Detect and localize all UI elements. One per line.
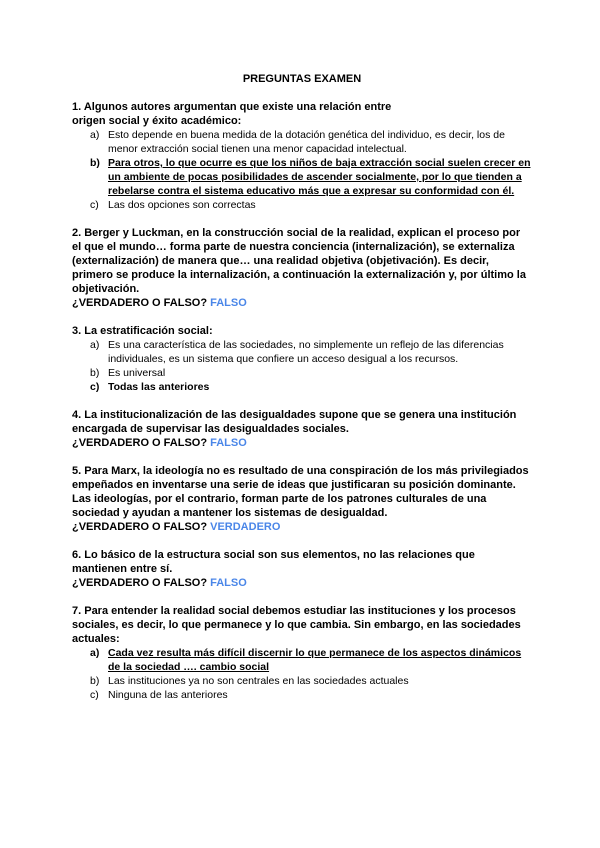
option-c: [72, 198, 532, 212]
document-page: [72, 72, 532, 702]
answer-label: VERDADERO: [210, 521, 281, 533]
question-4: [72, 408, 532, 450]
option-a: [72, 128, 532, 156]
question-6: [72, 548, 532, 590]
option-marker: b): [90, 675, 100, 687]
true-false-prompt: ¿VERDADERO O FALSO?: [72, 577, 208, 589]
option-marker: a): [90, 129, 100, 141]
option-text: Es una característica de las sociedades, no simplemente un reflejo de las diferencias individuales, es un sistema que confiere un acceso desigual a los recursos.: [108, 339, 504, 365]
true-false-line: [72, 296, 532, 310]
question-6-text: 6. Lo básico de la estructura social son sus elementos, no las relaciones que mantienen entre sí.: [72, 549, 475, 575]
question-7: [72, 604, 532, 702]
question-1: [72, 100, 532, 212]
option-text: Cada vez resulta más difícil discernir lo que permanece de los aspectos dinámicos de la sociedad …. cambio social: [108, 647, 522, 673]
option-text: Para otros, lo que ocurre es que los niños de baja extracción social suelen crecer en un ambiente de pocas posibilidades de ascender socialmente, por lo que tienden a rebelarse contra el sistema educativo más que a expresar su conformidad con él.: [108, 157, 531, 197]
option-a: [72, 338, 532, 366]
option-b: [72, 366, 532, 380]
option-marker: a): [90, 339, 100, 351]
question-3-options: [72, 338, 532, 394]
option-marker: b): [90, 157, 100, 169]
question-1-line-2: origen social y éxito académico:: [72, 115, 242, 127]
true-false-line: [72, 436, 532, 450]
question-1-text: [72, 100, 532, 128]
page-title: PREGUNTAS EXAMEN: [242, 73, 362, 85]
question-1-options: [72, 128, 532, 212]
option-marker: c): [90, 689, 99, 701]
question-7-text: 7. Para entender la realidad social debemos estudiar las instituciones y los procesos sociales, es decir, lo que permanece y lo que cambia. Sin embargo, en las sociedades actuales:: [72, 605, 521, 645]
question-2-text: 2. Berger y Luckman, en la construcción social de la realidad, explican el proceso por el que el mundo… forma parte de nuestra conciencia (internalización), se externaliza (externalización) de manera que… una realidad objetiva (objetivación). Es decir, primero se produce la internalización, a continuación la externalización y, por último la objetivación.: [72, 227, 526, 295]
question-7-options: [72, 646, 532, 702]
option-marker: b): [90, 367, 100, 379]
question-2: [72, 226, 532, 310]
question-5-text: 5. Para Marx, la ideología no es resultado de una conspiración de los más privilegiados empeñados en inventarse una serie de ideas que justificaran su posición dominante. Las ideologías, por el contrario, forman parte de los patrones culturales de una sociedad y ayudan a mantener los sistemas de desigualdad.: [72, 465, 529, 519]
option-c-correct: [72, 380, 532, 394]
question-5: [72, 464, 532, 534]
option-text: Todas las anteriores: [108, 381, 210, 393]
question-4-text: 4. La institucionalización de las desigualdades supone que se genera una institución encargada de supervisar las desigualdades sociales.: [72, 409, 517, 435]
option-marker: c): [90, 199, 99, 211]
option-b: [72, 674, 532, 688]
option-marker: a): [90, 647, 100, 659]
option-text: Ninguna de las anteriores: [108, 689, 228, 701]
true-false-prompt: ¿VERDADERO O FALSO?: [72, 437, 208, 449]
true-false-prompt: ¿VERDADERO O FALSO?: [72, 521, 208, 533]
answer-label: FALSO: [210, 437, 247, 449]
option-text: Las instituciones ya no son centrales en las sociedades actuales: [108, 675, 409, 687]
option-text: Esto depende en buena medida de la dotación genética del individuo, es decir, los de menor extracción social tienen una menor capacidad intelectual.: [108, 129, 505, 155]
option-b-correct: [72, 156, 532, 198]
option-c: [72, 688, 532, 702]
true-false-line: [72, 576, 532, 590]
answer-label: FALSO: [210, 577, 247, 589]
question-3-text: 3. La estratificación social:: [72, 325, 213, 337]
question-1-line-1: 1. Algunos autores argumentan que existe una relación entre: [72, 101, 392, 113]
option-text: Las dos opciones son correctas: [108, 199, 256, 211]
answer-label: FALSO: [210, 297, 247, 309]
option-marker: c): [90, 381, 100, 393]
true-false-prompt: ¿VERDADERO O FALSO?: [72, 297, 208, 309]
question-3: [72, 324, 532, 394]
option-a-correct: [72, 646, 532, 674]
option-text: Es universal: [108, 367, 166, 379]
true-false-line: [72, 520, 532, 534]
